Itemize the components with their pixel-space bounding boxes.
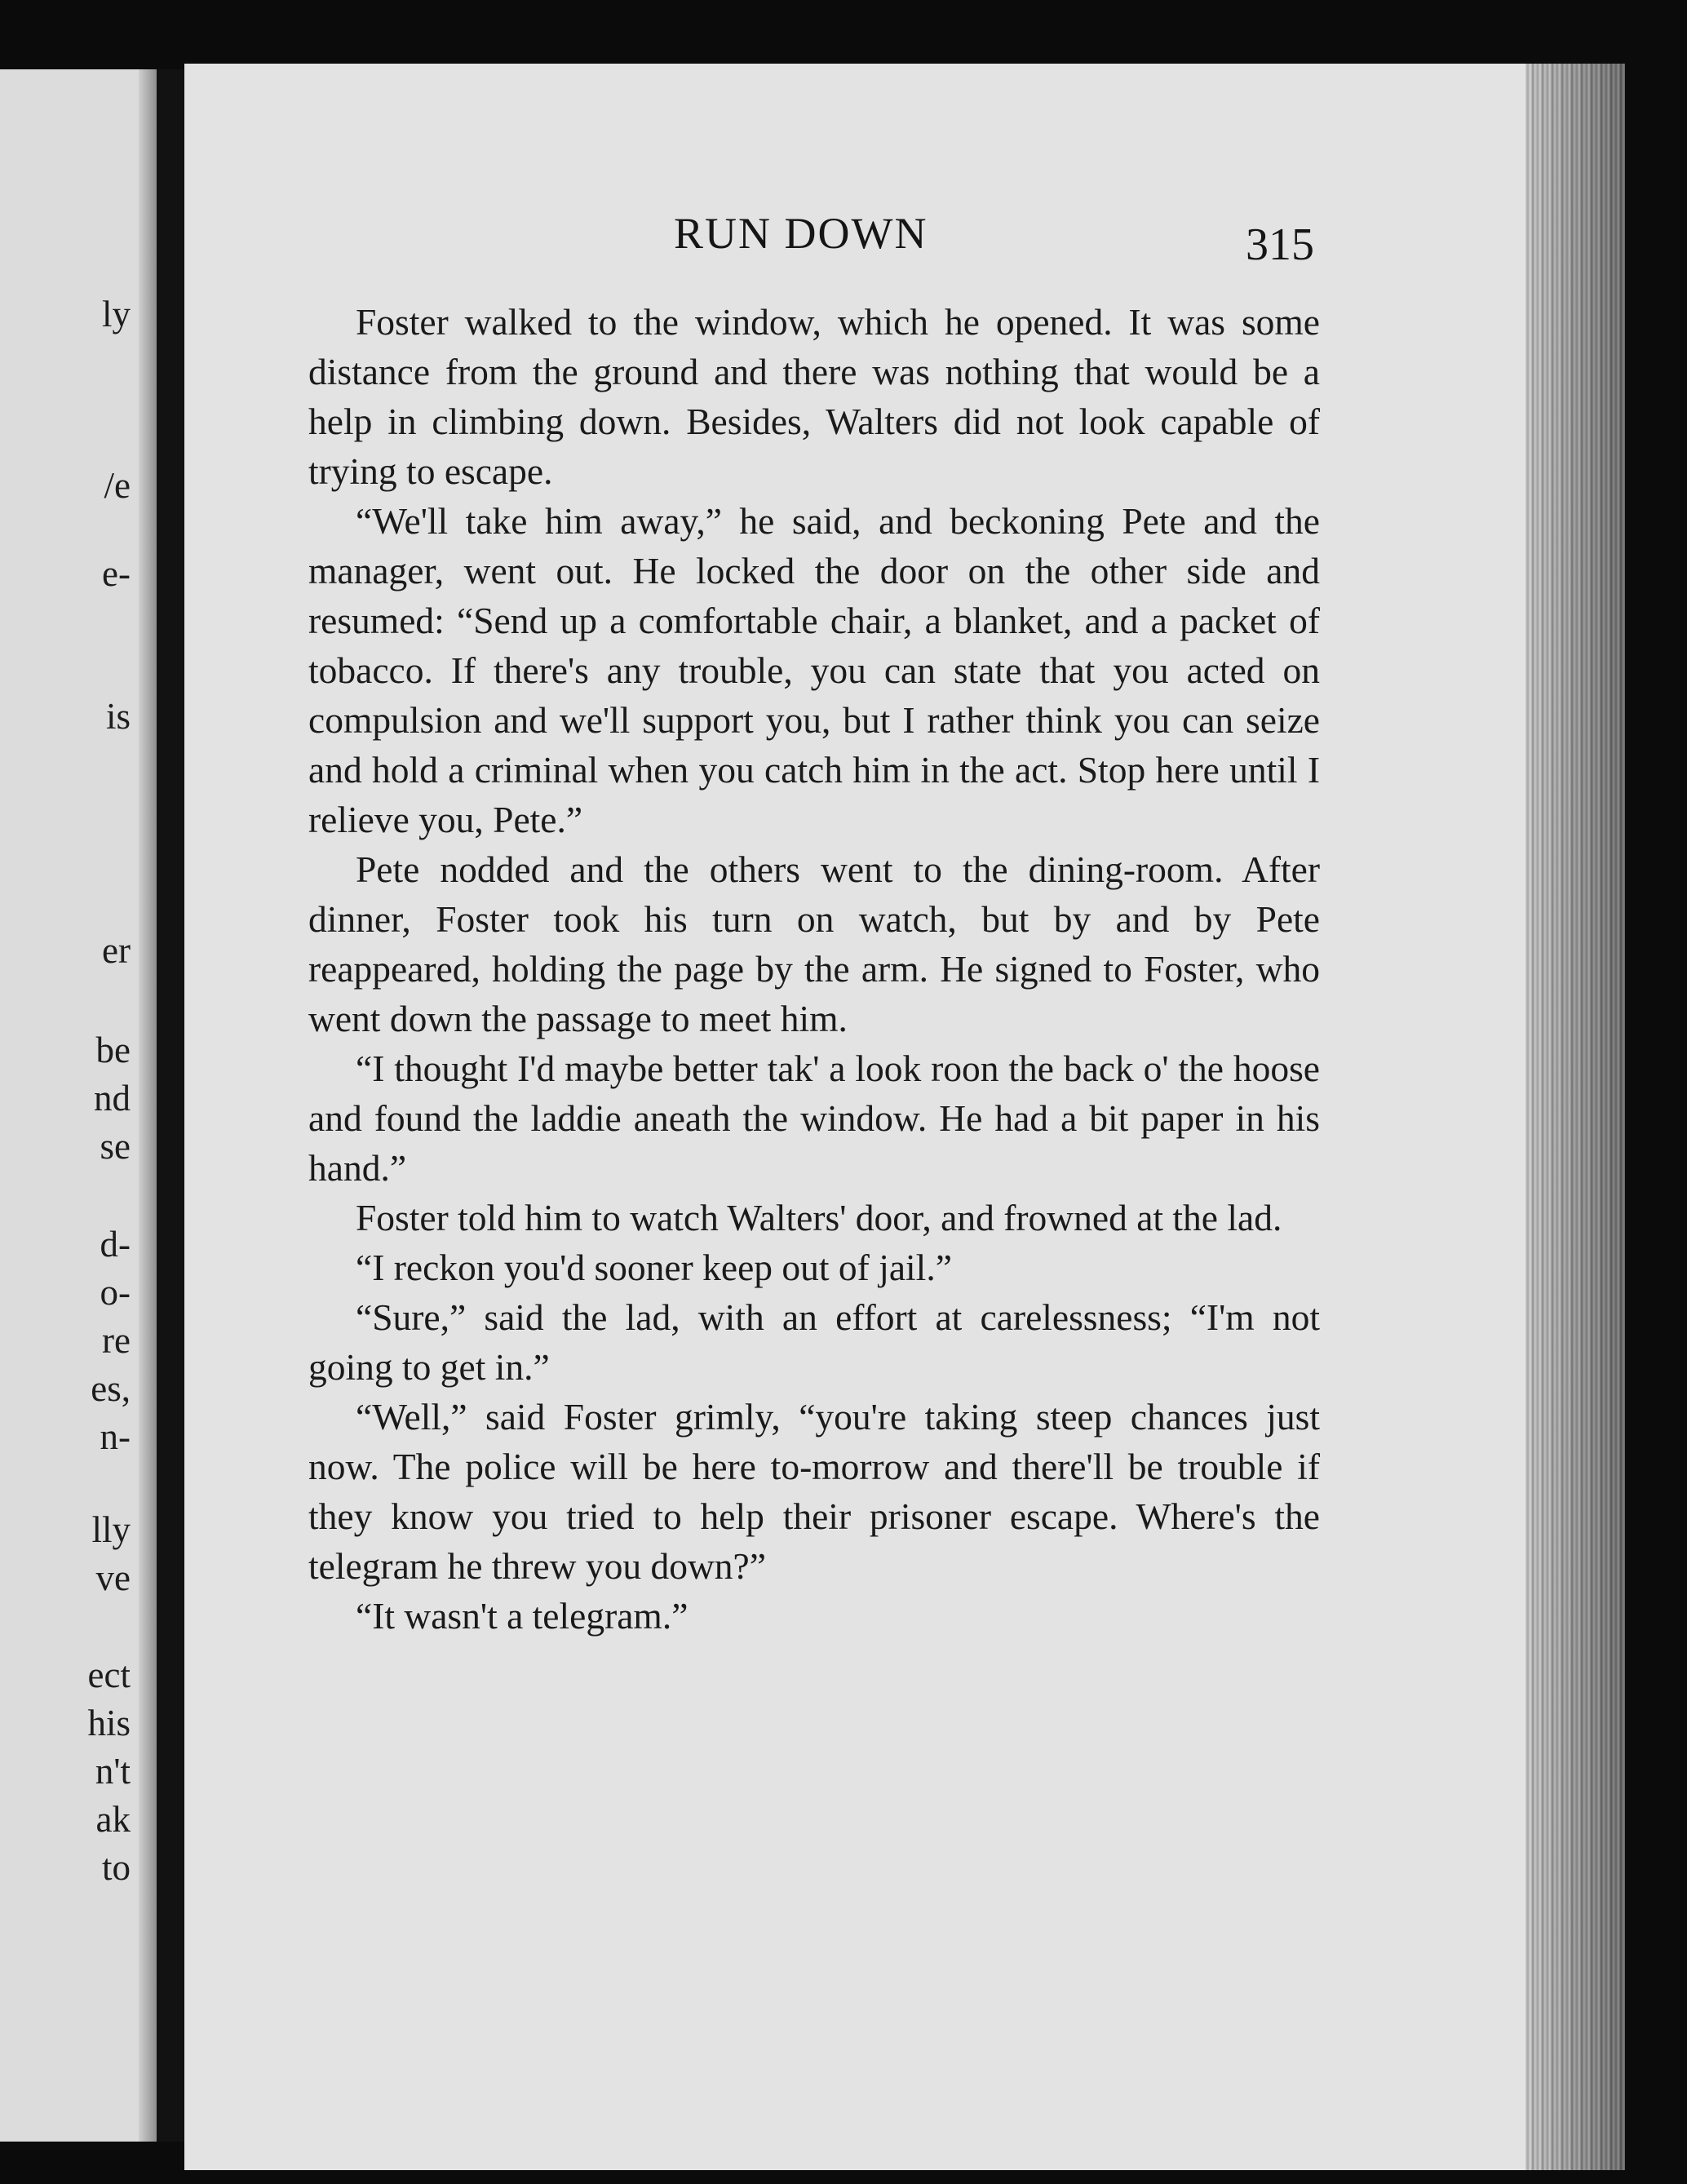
line-fragment: er bbox=[102, 930, 131, 971]
line-fragment: ly bbox=[101, 294, 131, 334]
body-text bbox=[308, 297, 1320, 1641]
running-head: RUN DOWN bbox=[674, 209, 928, 258]
line-fragment: se bbox=[100, 1126, 131, 1167]
line-fragment: d- bbox=[100, 1224, 131, 1265]
book-spine bbox=[157, 69, 184, 2142]
line-fragment: lly bbox=[91, 1509, 131, 1550]
line-fragment: es, bbox=[91, 1368, 131, 1409]
line-fragment: to bbox=[101, 1847, 131, 1888]
line-fragment: is bbox=[105, 696, 131, 737]
page-edges bbox=[1525, 64, 1625, 2170]
line-fragment: re bbox=[102, 1320, 131, 1361]
paragraph: Foster walked to the window, which he opened. It was some distance from the ground and there was nothing that would be a help in climbing down. Besides, Walters did not look capable of trying to escape. bbox=[308, 301, 1320, 492]
paragraph: Foster told him to watch Walters' door, and frowned at the lad. bbox=[356, 1197, 1282, 1238]
line-fragment: n't bbox=[95, 1751, 131, 1792]
paragraph: “I thought I'd maybe better tak' a look roon the back o' the hoose and found the laddie aneath the window. He had a bit paper in his hand.” bbox=[308, 1048, 1320, 1189]
previous-page bbox=[0, 69, 157, 2142]
paragraph: “I reckon you'd sooner keep out of jail.” bbox=[356, 1247, 952, 1288]
line-fragment: n- bbox=[100, 1416, 131, 1457]
paragraph: “Sure,” said the lad, with an effort at carelessness; “I'm not going to get in.” bbox=[308, 1296, 1320, 1388]
line-fragment: his bbox=[87, 1703, 131, 1743]
paragraph: “Well,” said Foster grimly, “you're taking steep chances just now. The police will be here to-morrow and there'll be trouble if they know you tried to help their prisoner escape. Where's the telegram he threw you down?” bbox=[308, 1396, 1320, 1587]
line-fragment: nd bbox=[94, 1078, 131, 1119]
page-number: 315 bbox=[1246, 219, 1314, 270]
page-edge-shade bbox=[1525, 64, 1625, 2170]
line-fragment: /e bbox=[104, 465, 131, 506]
line-fragment: ect bbox=[87, 1655, 131, 1695]
line-fragment: be bbox=[95, 1030, 131, 1070]
paragraph: Pete nodded and the others went to the dining-room. After dinner, Foster took his turn on watch, but by and by Pete reappeared, holding the page by the arm. He signed to Foster, who went down the passage to meet him. bbox=[308, 848, 1320, 1039]
paragraph: “We'll take him away,” he said, and beckoning Pete and the manager, went out. He locked the door on the other side and resumed: “Send up a comfortable chair, a blanket, and a packet of tobacco. If there's any trouble, you can state that you acted on compulsion and we'll support you, but I rather think you can seize and hold a criminal when you catch him in the act. Stop here until I relieve you, Pete.” bbox=[308, 500, 1320, 840]
paragraph: “It wasn't a telegram.” bbox=[356, 1595, 689, 1637]
line-fragment: o- bbox=[100, 1272, 131, 1313]
line-fragment: e- bbox=[102, 553, 131, 594]
line-fragment: ak bbox=[95, 1799, 131, 1840]
line-fragment: ve bbox=[95, 1557, 131, 1598]
gutter-shadow bbox=[139, 69, 157, 2142]
